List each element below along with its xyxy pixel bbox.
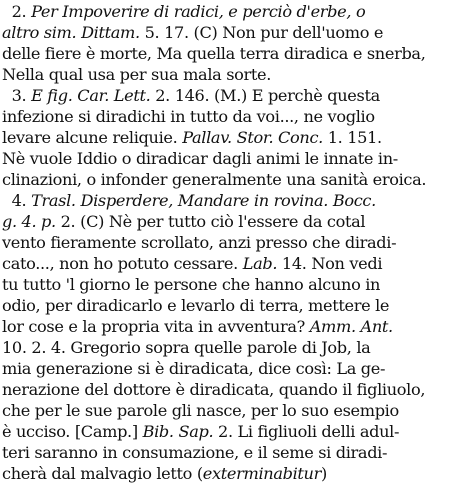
italic-text-segment: Amm. Ant.: [309, 317, 393, 336]
text-line: [2, 379, 466, 401]
text-segment: mia generazione si è diradicata, dice così: La ge-: [2, 359, 386, 378]
text-segment: che per le sue parole gli nasce, per lo suo esempio: [2, 401, 399, 420]
italic-text-segment: Lab.: [242, 254, 278, 273]
text-line: [2, 190, 466, 212]
text-segment: lor cose e la propria vita in avventura?: [2, 317, 310, 336]
italic-text-segment: Bib. Sap.: [142, 422, 214, 441]
italic-text-segment: Per Impoverire di radici, e perciò d'erbe, o: [31, 2, 366, 21]
text-segment: 2. Li figliuoli delli adul-: [213, 422, 400, 441]
text-line: [2, 1, 466, 23]
text-line: [2, 358, 466, 380]
text-segment: 5. 17. (C) Non pur dell'uomo e: [139, 23, 384, 42]
text-segment: 4.: [2, 191, 32, 210]
text-line: [2, 169, 466, 191]
text-segment: ): [320, 464, 327, 483]
text-line: [2, 148, 466, 170]
text-line: [2, 316, 466, 338]
text-line: [2, 442, 466, 464]
text-segment: Nella qual usa per sua mala sorte.: [2, 65, 272, 84]
text-segment: 2.: [2, 2, 32, 21]
text-segment: vento fieramente scrollato, anzi presso che diradi-: [2, 233, 397, 252]
italic-text-segment: altro sim. Dittam.: [2, 23, 140, 42]
text-line: [2, 22, 466, 44]
text-segment: delle fiere è morte, Ma quella terra diradica e snerba,: [2, 44, 426, 63]
text-segment: 10. 2. 4. Gregorio sopra quelle parole di Job, la: [2, 338, 371, 357]
italic-text-segment: Pallav. Stor. Conc.: [182, 128, 323, 147]
text-line: [2, 421, 466, 443]
text-segment: 3.: [2, 86, 32, 105]
text-line: [2, 274, 466, 296]
text-segment: clinazioni, o infonder generalmente una sanità eroica.: [2, 170, 427, 189]
text-line: [2, 211, 466, 233]
text-segment: 2. 146. (M.) E perchè questa: [150, 86, 380, 105]
text-line: [2, 85, 466, 107]
text-segment: tu tutto 'l giorno le persone che hanno alcuno in: [2, 275, 381, 294]
text-line: [2, 43, 466, 65]
italic-text-segment: g. 4. p.: [2, 212, 56, 231]
text-segment: odio, per diradicarlo e levarlo di terra, mettere le: [2, 296, 390, 315]
text-line: [2, 400, 466, 422]
text-segment: cato..., non ho potuto cessare.: [2, 254, 243, 273]
text-line: [2, 253, 466, 275]
text-line: [2, 232, 466, 254]
text-segment: infezione si diradichi in tutto da voi..., ne voglio: [2, 107, 375, 126]
text-line: [2, 127, 466, 149]
text-line: [2, 106, 466, 128]
text-segment: Nè vuole Iddio o diradicar dagli animi le innate in-: [2, 149, 398, 168]
text-line: [2, 295, 466, 317]
text-line: [2, 463, 466, 485]
italic-text-segment: Trasl. Disperdere, Mandare in rovina. Bocc.: [31, 191, 376, 210]
text-segment: 14. Non vedi: [277, 254, 383, 273]
italic-text-segment: exterminabitur: [202, 464, 321, 483]
italic-text-segment: E fig. Car. Lett.: [31, 86, 151, 105]
text-segment: cherà dal malvagio letto (: [2, 464, 203, 483]
text-segment: teri saranno in consumazione, e il seme si diradi-: [2, 443, 388, 462]
text-line: [2, 337, 466, 359]
text-segment: nerazione del dottore è diradicata, quando il figliuolo,: [2, 380, 426, 399]
text-segment: è ucciso. [Camp.]: [2, 422, 143, 441]
text-line: [2, 64, 466, 86]
text-segment: 2. (C) Nè per tutto ciò l'essere da cotal: [55, 212, 366, 231]
text-segment: levare alcune reliquie.: [2, 128, 183, 147]
text-segment: 1. 151.: [322, 128, 382, 147]
